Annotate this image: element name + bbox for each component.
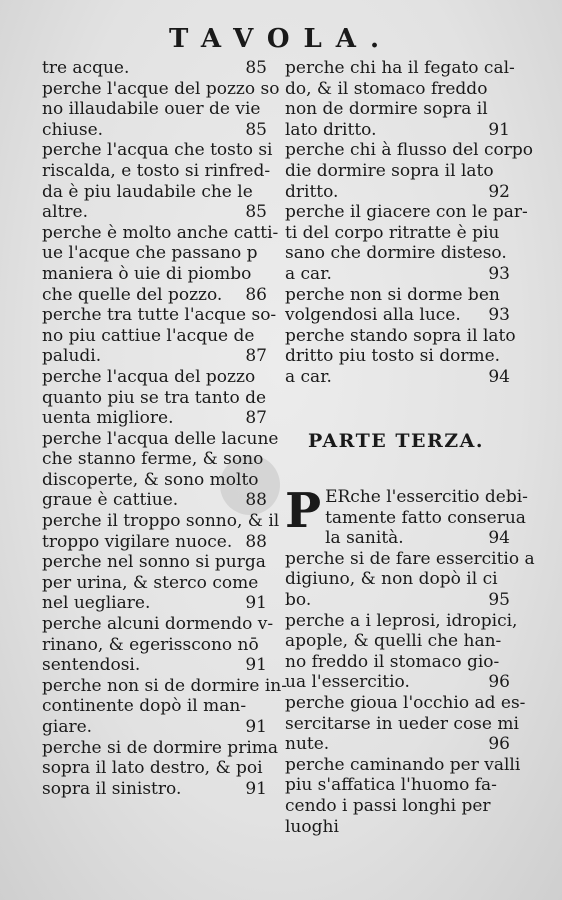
page-number: 95 <box>488 589 510 610</box>
section-heading: PARTE TERZA. <box>308 430 484 452</box>
entry-line <box>42 120 267 141</box>
page-number: 91 <box>245 655 267 676</box>
entry-line <box>42 655 267 676</box>
entry-text: uenta migliore. <box>42 408 174 429</box>
index-entry <box>42 428 279 511</box>
index-entry <box>285 58 515 140</box>
entry-line <box>42 593 267 614</box>
page-title: TAVOLA. <box>168 24 394 54</box>
entry-text: altre. <box>42 202 88 223</box>
entry-line <box>285 590 510 611</box>
page-number: 85 <box>245 119 267 140</box>
page-number: 94 <box>488 366 510 387</box>
entry-line <box>285 817 510 838</box>
page-number: 87 <box>245 408 267 429</box>
entry-line <box>42 140 273 161</box>
entry-text: ti del corpo ritratte è piu <box>285 222 500 243</box>
entry-line <box>42 346 267 367</box>
index-entry <box>42 614 274 676</box>
entry-text: perche il giacere con le par- <box>285 202 528 223</box>
entry-line <box>285 775 510 796</box>
entry-text: perche gioua l'occhio ad es- <box>285 692 526 713</box>
page-number: 91 <box>245 717 267 737</box>
page-number: 88 <box>245 490 267 511</box>
entry-text: la sanità. <box>325 528 404 549</box>
entry-line <box>42 552 267 573</box>
entry-text: nel uegliare. <box>42 593 151 614</box>
entry-line <box>42 285 267 306</box>
entry-line <box>42 243 267 264</box>
index-entry <box>42 367 267 429</box>
entry-line <box>285 120 510 141</box>
entry-text: no piu cattiue l'acque de <box>42 325 255 346</box>
entry-text: die dormire sopra il lato <box>285 160 494 181</box>
page-number: 96 <box>488 734 510 755</box>
entry-text: a car. <box>285 263 332 284</box>
entry-line <box>42 264 267 285</box>
entry-text: bo. <box>285 589 312 610</box>
entry-text: perche l'acqua delle lacune <box>42 428 279 449</box>
index-entry <box>42 222 279 305</box>
entry-line <box>42 717 267 738</box>
entry-line <box>285 161 510 182</box>
entry-text: perche a i leprosi, idropici, <box>285 610 518 631</box>
entry-text: perche il troppo sonno, & il <box>42 511 280 532</box>
page-number: 91 <box>488 119 510 140</box>
entry-line <box>42 99 267 120</box>
index-entry <box>42 511 280 552</box>
entry-line <box>285 713 519 735</box>
entry-text: ua l'essercitio. <box>285 672 410 693</box>
page-number: 91 <box>245 593 267 614</box>
entry-text: perche l'acqua del pozzo <box>42 366 256 387</box>
entry-text: piu s'affatica l'huomo fa- <box>285 775 497 796</box>
entry-text: tre acque. <box>42 58 130 78</box>
entry-text: sentendosi. <box>42 655 141 676</box>
entry-text: perche tra tutte l'acque so- <box>42 305 277 326</box>
entry-line <box>42 532 267 553</box>
index-entry <box>42 305 277 367</box>
entry-text: perche nel sonno si purga <box>42 552 266 573</box>
entry-text: no freddo il stomaco gio- <box>285 651 500 672</box>
entry-line <box>42 388 267 409</box>
entry-text: perche stando sopra il lato <box>285 325 516 346</box>
entry-line <box>42 470 267 491</box>
entry-text: do, & il stomaco freddo <box>285 78 488 99</box>
entry-line <box>285 223 510 244</box>
entry-line <box>42 635 267 656</box>
entry-line <box>285 631 510 652</box>
entry-text: dritto. <box>285 181 339 202</box>
entry-line <box>42 758 267 779</box>
entry-line <box>285 734 510 755</box>
entry-text: apople, & quelli che han- <box>285 631 502 652</box>
entry-line <box>285 367 510 388</box>
index-entry <box>285 692 526 755</box>
entry-line <box>42 737 279 759</box>
entry-line <box>285 610 518 632</box>
entry-line <box>42 428 279 450</box>
entry-text: perche si de dormire prima <box>42 737 279 758</box>
entry-line <box>285 264 510 285</box>
entry-text: a car. <box>285 366 332 387</box>
index-entry <box>285 754 521 837</box>
entry-line <box>285 202 528 223</box>
index-entry <box>285 202 528 284</box>
entry-line <box>285 548 535 570</box>
entry-text: sopra il lato destro, & poi <box>42 758 263 779</box>
entry-text: per urina, & sterco come <box>42 572 259 593</box>
entry-line <box>42 78 280 100</box>
part-three-entries <box>285 483 535 837</box>
entry-line <box>42 490 267 511</box>
entry-line <box>42 614 274 635</box>
entry-text: perche chi ha il fegato cal- <box>285 58 515 78</box>
index-entry <box>42 78 280 141</box>
entry-text: sopra il sinistro. <box>42 778 182 799</box>
entry-text: perche alcuni dormendo v- <box>42 614 274 635</box>
entry-line <box>42 202 267 223</box>
entry-text: graue è cattiue. <box>42 490 179 511</box>
entry-text: perche si de fare essercitio a <box>285 548 535 569</box>
entry-line <box>42 779 267 800</box>
page-number: 85 <box>245 58 267 78</box>
index-entry <box>42 552 267 614</box>
page-number: 92 <box>488 181 510 202</box>
entry-text: nute. <box>285 734 330 755</box>
entry-text: discoperte, & sono molto <box>42 469 259 490</box>
entry-line <box>285 672 510 693</box>
page-number: 87 <box>245 346 267 367</box>
entry-line <box>285 796 510 817</box>
page-number: 91 <box>245 778 267 799</box>
entry-line <box>42 696 267 717</box>
right-column <box>285 58 534 388</box>
entry-text: da è piu laudabile che le <box>42 181 253 202</box>
entry-text: troppo vigilare nuoce. <box>42 531 233 552</box>
entry-line <box>42 675 287 697</box>
entry-text: cendo i passi longhi per <box>285 795 491 816</box>
entry-line <box>42 326 267 347</box>
entry-line <box>42 160 271 182</box>
entry-text: luoghi <box>285 816 339 837</box>
entry-text: perche è molto anche catti- <box>42 222 279 243</box>
entry-line <box>285 652 510 673</box>
entry-text: volgendosi alla luce. <box>285 305 461 326</box>
index-entry <box>285 483 528 549</box>
index-entry <box>285 325 516 388</box>
entry-text: sercitarse in ueder cose mi <box>285 713 519 734</box>
entry-text: che stanno ferme, & sono <box>42 449 264 470</box>
index-entry <box>285 285 510 326</box>
page-number: 86 <box>245 284 267 305</box>
entry-line <box>42 573 267 594</box>
entry-line <box>42 408 267 429</box>
entry-text: che quelle del pozzo. <box>42 284 223 305</box>
entry-line <box>285 569 510 590</box>
entry-line <box>285 346 510 367</box>
entry-line <box>42 58 267 79</box>
entry-text: perche non si dorme ben <box>285 284 500 305</box>
entry-line <box>42 305 277 326</box>
entry-line <box>285 243 510 264</box>
entry-line <box>285 692 526 714</box>
page-number: 88 <box>245 531 267 552</box>
entry-line <box>285 99 510 120</box>
entry-line <box>285 285 510 306</box>
index-entry <box>42 58 267 79</box>
entry-line <box>285 305 510 326</box>
entry-text: chiuse. <box>42 119 104 140</box>
entry-text: ERche l'essercitio debi- <box>325 487 528 507</box>
entry-text: sano che dormire disteso. <box>285 243 507 264</box>
entry-line <box>285 79 510 100</box>
entry-text: riscalda, e tosto si rinfred- <box>42 160 271 181</box>
entry-line <box>285 325 516 347</box>
entry-text: perche non si de dormire in- <box>42 675 287 696</box>
entry-line <box>285 58 515 79</box>
entry-text: maniera ò uie di piombo <box>42 263 252 284</box>
entry-text: giare. <box>42 717 93 737</box>
entry-text: perche l'acqua che tosto si <box>42 140 273 161</box>
entry-text: perche chi à flusso del corpo <box>285 140 534 161</box>
entry-text: tamente fatto conserua <box>325 507 526 528</box>
index-entry <box>285 548 535 611</box>
entry-line <box>285 182 510 203</box>
page-number: 93 <box>488 305 510 326</box>
entry-line <box>42 367 267 388</box>
entry-text: continente dopò il man- <box>42 696 247 717</box>
entry-text: dritto piu tosto si dorme. <box>285 346 501 367</box>
entry-text: no illaudabile ouer de vie <box>42 99 261 120</box>
index-entry <box>42 737 279 800</box>
page-number: 93 <box>488 263 510 284</box>
entry-text: rinano, & egerisscono nō <box>42 634 259 655</box>
entry-line <box>42 449 267 470</box>
page-number: 96 <box>488 672 510 693</box>
entry-line <box>42 511 280 532</box>
page-number: 85 <box>245 202 267 223</box>
entry-line <box>285 140 534 161</box>
entry-line <box>42 182 267 203</box>
drop-cap: P <box>285 483 322 539</box>
entry-text: digiuno, & non dopò il ci <box>285 569 498 590</box>
entry-line <box>285 754 521 776</box>
index-entry <box>285 140 534 202</box>
entry-text: lato dritto. <box>285 119 377 140</box>
entry-line <box>42 222 279 244</box>
entry-text: ue l'acque che passano p <box>42 243 258 264</box>
index-entry <box>285 610 518 693</box>
entry-text: perche caminando per valli <box>285 754 521 775</box>
left-column <box>42 58 287 799</box>
entry-text: quanto piu se tra tanto de <box>42 387 267 408</box>
entry-text: paludi. <box>42 346 102 367</box>
entry-text: non de dormire sopra il <box>285 99 488 120</box>
index-entry <box>42 675 287 738</box>
index-entry <box>42 140 273 223</box>
page-number: 94 <box>488 528 510 549</box>
entry-text: perche l'acque del pozzo so <box>42 78 280 99</box>
